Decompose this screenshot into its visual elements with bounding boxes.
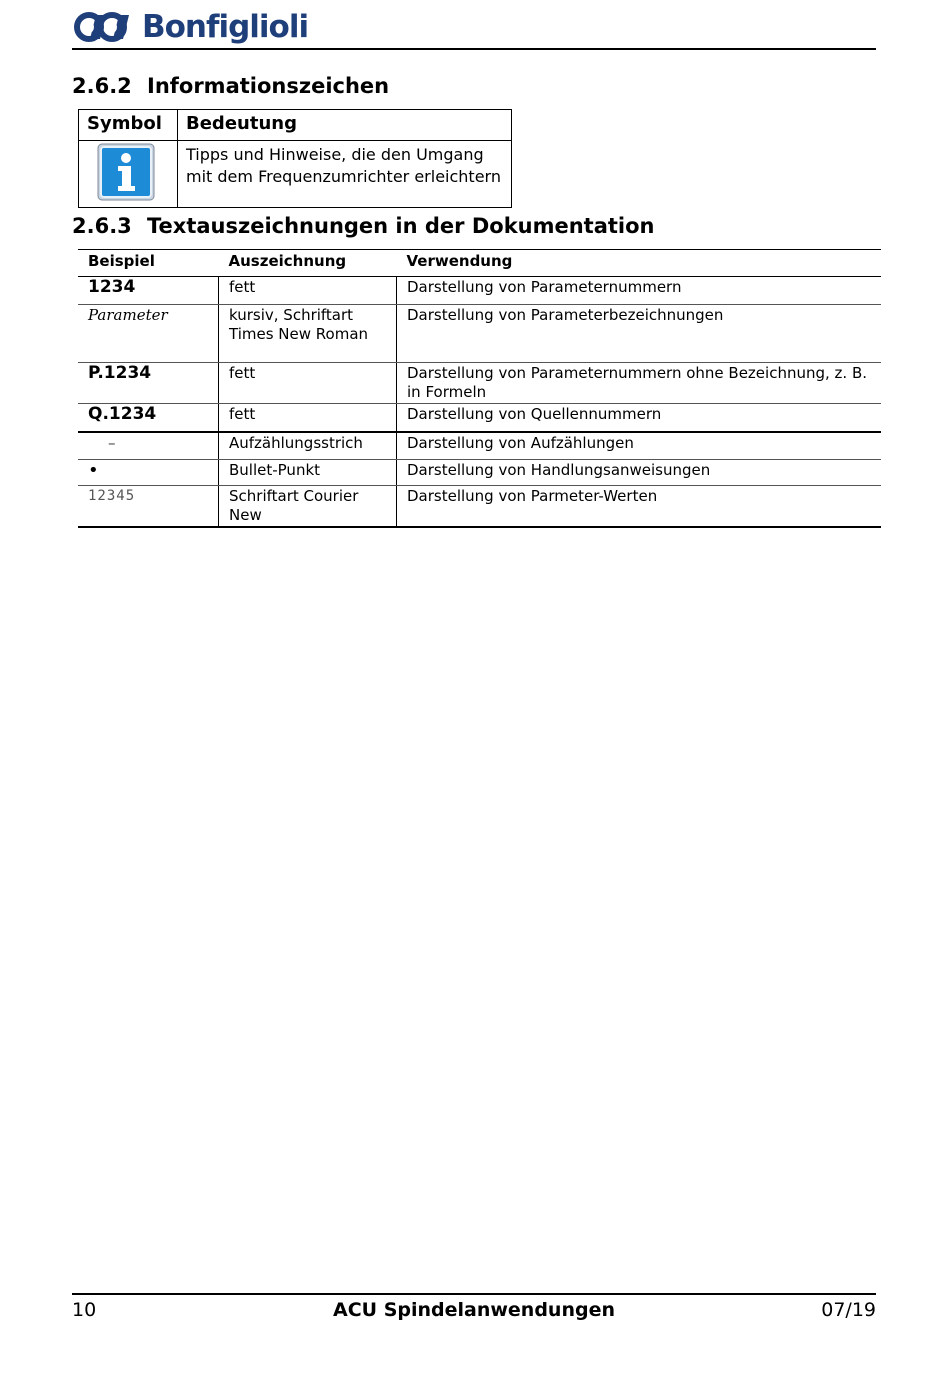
brand-name: Bonfiglioli <box>142 9 309 45</box>
document-title: ACU Spindelanwendungen <box>333 1299 615 1321</box>
markup-cell: fett <box>219 363 397 404</box>
section-title: Textauszeichnungen in der Dokumentation <box>147 214 655 238</box>
usage-cell: Darstellung von Parameternummern ohne Bezeichnung, z. B. in Formeln <box>397 363 882 404</box>
markup-cell: Aufzählungsstrich <box>219 432 397 460</box>
column-header-meaning: Bedeutung <box>178 110 512 141</box>
column-header-markup: Auszeichnung <box>219 250 397 277</box>
usage-cell: Darstellung von Parameternummern <box>397 277 882 305</box>
usage-cell: Darstellung von Quellennummern <box>397 404 882 432</box>
page-footer <box>72 1293 876 1325</box>
column-header-usage: Verwendung <box>397 250 882 277</box>
usage-cell: Darstellung von Parameterbezeichnungen <box>397 305 882 363</box>
section-heading-informationszeichen <box>72 73 389 99</box>
text-markup-table <box>78 249 881 528</box>
column-header-symbol: Symbol <box>79 110 178 141</box>
markup-cell: Bullet-Punkt <box>219 460 397 486</box>
table-row <box>78 460 881 486</box>
column-header-example: Beispiel <box>78 250 219 277</box>
usage-cell: Darstellung von Aufzählungen <box>397 432 882 460</box>
page-header <box>72 8 876 50</box>
section-heading-textauszeichnungen <box>72 213 655 239</box>
usage-cell: Darstellung von Parmeter-Werten <box>397 486 882 528</box>
brand-logo <box>72 10 308 44</box>
usage-cell: Darstellung von Handlungsanweisungen <box>397 460 882 486</box>
document-date: 07/19 <box>821 1299 876 1321</box>
table-row <box>78 404 881 432</box>
example-cell: Q.1234 <box>78 404 219 432</box>
info-icon <box>97 143 155 201</box>
example-cell: 1234 <box>78 277 219 305</box>
table-header-row <box>78 250 881 277</box>
section-number: 2.6.3 <box>72 214 132 238</box>
bonfiglioli-logo-icon <box>72 10 138 44</box>
markup-cell: fett <box>219 277 397 305</box>
markup-cell: kursiv, Schriftart Times New Roman <box>219 305 397 363</box>
table-row <box>78 305 881 363</box>
section-title: Informationszeichen <box>147 74 390 98</box>
example-cell: • <box>78 460 219 486</box>
markup-cell: fett <box>219 404 397 432</box>
markup-cell: Schriftart Courier New <box>219 486 397 528</box>
information-symbols-table <box>78 109 512 208</box>
example-cell: 12345 <box>78 486 219 528</box>
table-header-row <box>79 110 512 141</box>
symbol-cell <box>79 141 178 208</box>
section-number: 2.6.2 <box>72 74 132 98</box>
table-row <box>78 486 881 528</box>
table-row <box>78 277 881 305</box>
table-row <box>79 141 512 208</box>
page-number: 10 <box>72 1299 97 1321</box>
table-row <box>78 363 881 404</box>
table-row <box>78 432 881 460</box>
example-cell: Parameter <box>78 305 219 363</box>
example-cell: P.1234 <box>78 363 219 404</box>
meaning-cell: Tipps und Hinweise, die den Umgang mit dem Frequenzumrichter erleichtern <box>178 141 512 208</box>
example-cell: – <box>78 432 219 460</box>
